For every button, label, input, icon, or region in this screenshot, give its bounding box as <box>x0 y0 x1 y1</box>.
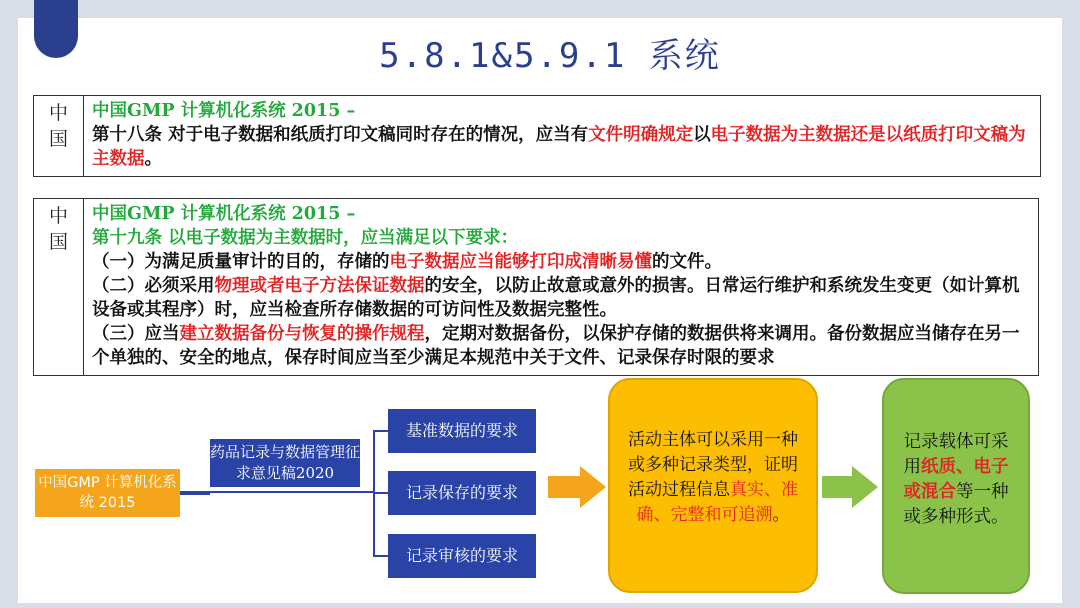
requirement-record-retention: 记录保存的要求 <box>388 471 536 515</box>
regulation-box-article-19 <box>33 198 1039 376</box>
connector-line <box>373 492 388 494</box>
region-label: 中国 <box>34 96 84 176</box>
highlighted-text: 真实、准确、完整和可追溯 <box>636 480 798 525</box>
text-segment: ，定期对数据备份，以保护存储的数据供将来调用。备份数据应当储存在另一个单独的、安全的地点，保存时间应当至少满足本规范中关于文件、记录保存时限的要求 <box>92 324 1020 368</box>
requirement-baseline-data: 基准数据的要求 <box>388 409 536 453</box>
regulation-box-article-18 <box>33 95 1041 177</box>
requirement-item-1 <box>92 250 1032 274</box>
connector-line <box>180 491 375 493</box>
text-segment: 记录载体可采用 <box>903 432 1009 477</box>
arrow-right-icon <box>822 466 878 508</box>
regulation-heading: 中国GMP 计算机化系统 2015 – <box>92 204 356 224</box>
region-label: 中国 <box>34 199 84 375</box>
text-segment: 。 <box>144 149 162 169</box>
requirement-item-3 <box>92 322 1032 370</box>
regulation-text <box>92 99 1034 171</box>
text-segment: 。 <box>772 505 790 525</box>
connector-line <box>373 555 388 557</box>
record-carrier-box <box>882 378 1030 594</box>
text-segment: （一）为满足质量审计的目的，存储的 <box>92 252 390 272</box>
regulation-subheading: 第十九条 以电子数据为主数据时，应当满足以下要求： <box>92 228 519 248</box>
connector-line <box>180 493 210 495</box>
text-segment: （三）应当 <box>92 324 180 344</box>
slide-title: 5.8.1&5.9.1 系统 <box>379 36 721 76</box>
guideline-label: 药品记录与数据管理征求意见稿2020 <box>210 439 360 487</box>
highlighted-text: 纸质、电子或混合 <box>903 457 1009 502</box>
highlighted-text: 电子数据应当能够打印成清晰易懂 <box>389 252 652 272</box>
article-18-text <box>92 123 1034 171</box>
text-segment: 以 <box>693 125 711 145</box>
arrow-right-icon <box>548 466 606 508</box>
text-segment: 的安全，以防止故意或意外的损害。日常运行维护和系统发生变更（如计算机设备或其程序）时，应当检查所存储数据的可访问性及数据完整性。 <box>92 276 1020 320</box>
text-segment: 的文件。 <box>652 252 722 272</box>
source-regulation-label: 中国GMP 计算机化系统 2015 <box>35 469 180 517</box>
text-segment: （二）必须采用 <box>92 276 215 296</box>
connector-line <box>373 430 388 432</box>
highlighted-text: 电子数据为主数据还是以纸质打印文稿为主数据 <box>92 125 1026 169</box>
highlighted-text: 物理或者电子方法保证数据 <box>214 276 425 296</box>
requirement-record-review: 记录审核的要求 <box>388 534 536 578</box>
text-segment: 等一种或多种形式。 <box>903 482 1009 527</box>
text-segment: 第十八条 对于电子数据和纸质打印文稿同时存在的情况，应当有 <box>92 125 589 145</box>
requirement-item-2 <box>92 274 1032 322</box>
activity-record-types-box <box>608 378 818 593</box>
regulation-text <box>92 202 1032 370</box>
highlighted-text: 文件明确规定 <box>588 125 694 145</box>
highlighted-text: 建立数据备份与恢复的操作规程 <box>179 324 425 344</box>
text-segment: 活动主体可以采用一种或多种记录类型，证明活动过程信息 <box>628 430 798 500</box>
regulation-heading: 中国GMP 计算机化系统 2015 – <box>92 101 356 121</box>
